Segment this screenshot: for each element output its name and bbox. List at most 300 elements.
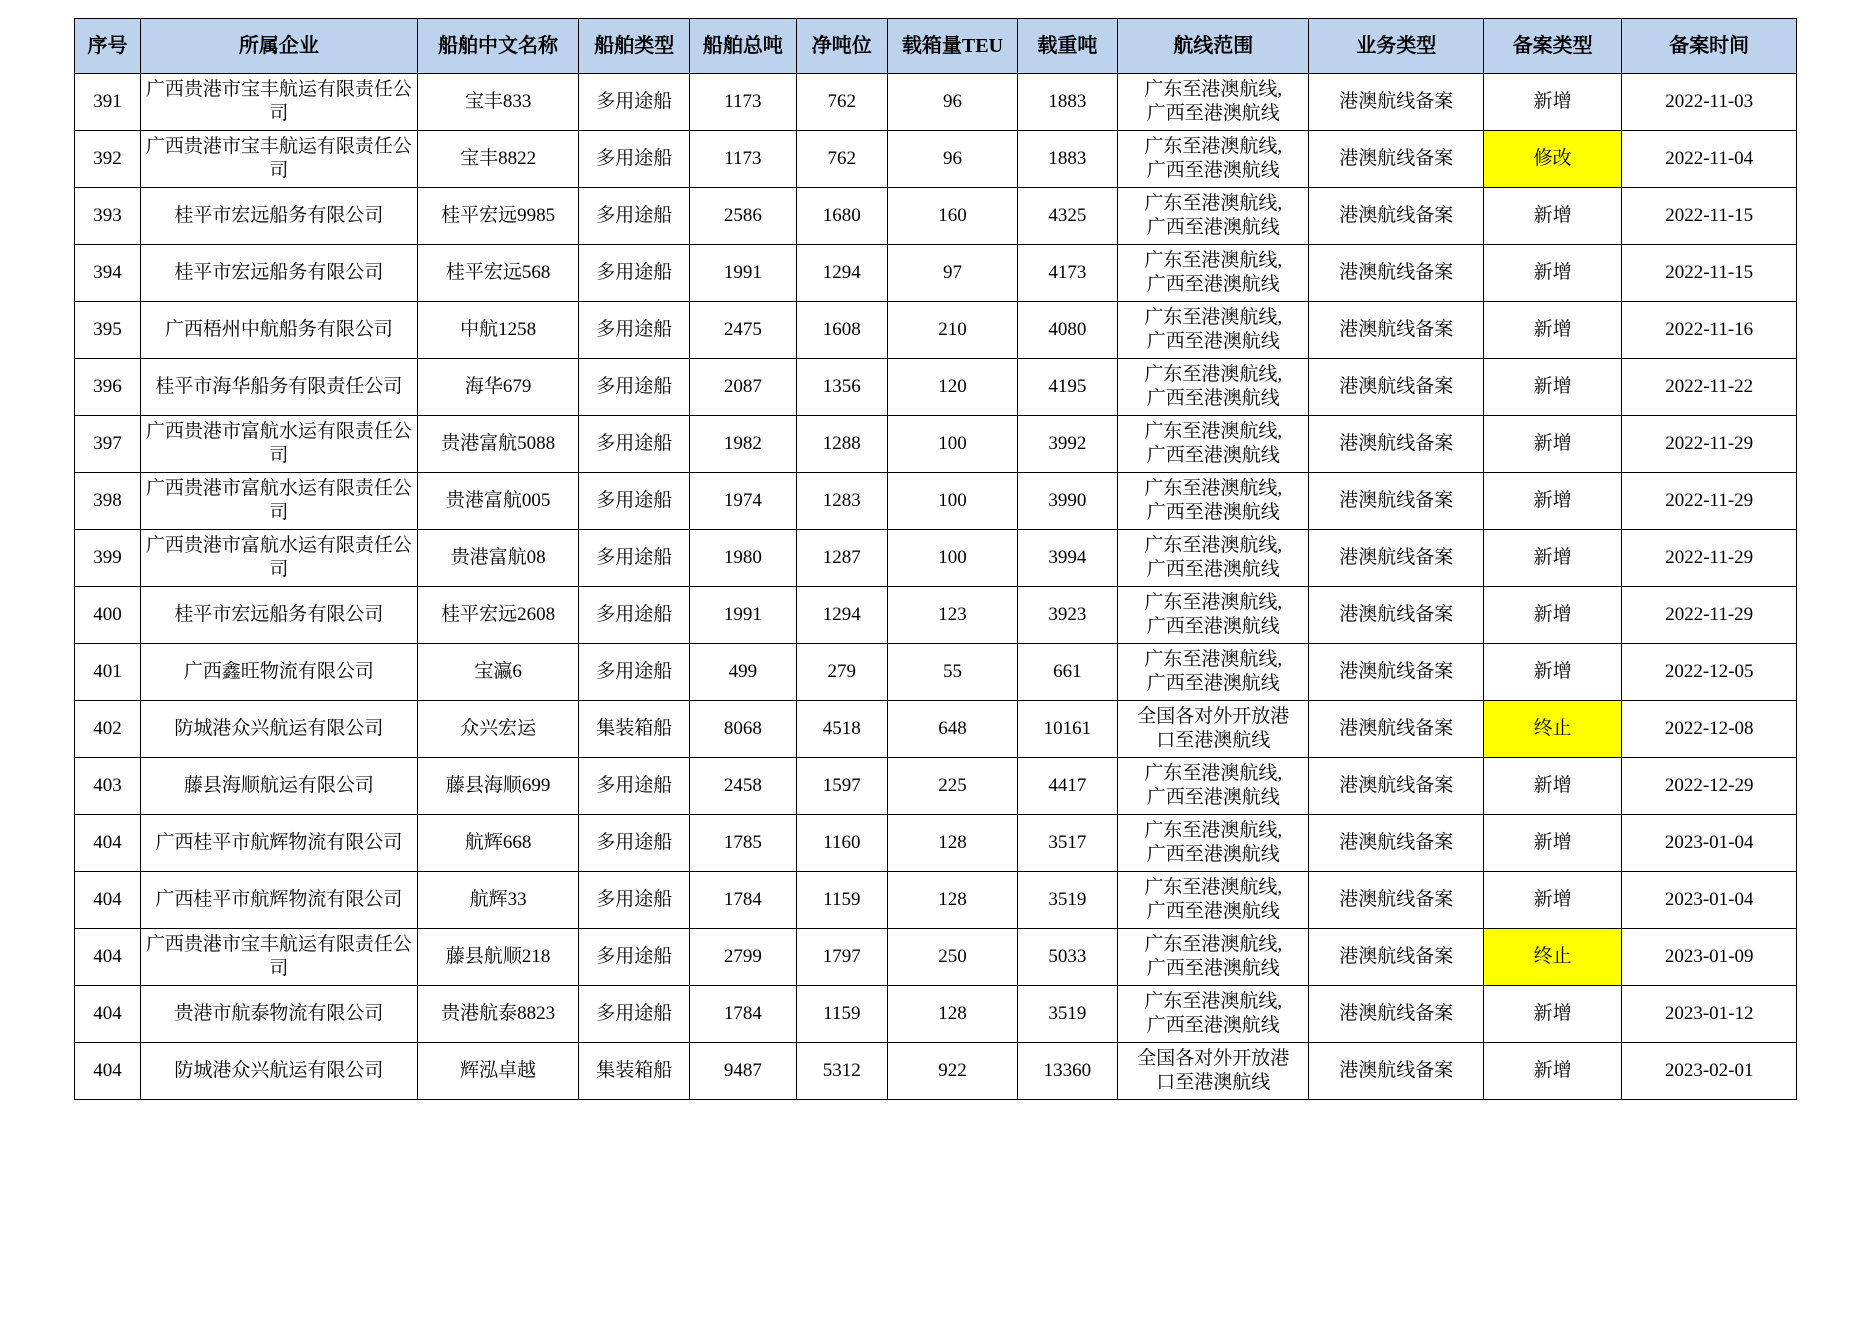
cell-ship-name: 藤县航顺218 bbox=[417, 929, 579, 986]
record-type-badge: 新增 bbox=[1533, 604, 1572, 626]
shipping-records-table bbox=[74, 18, 1797, 1100]
cell-route bbox=[1117, 1043, 1309, 1100]
cell-ship-name: 航辉33 bbox=[417, 872, 579, 929]
record-type-badge: 新增 bbox=[1533, 262, 1572, 284]
cell-deadweight: 4080 bbox=[1017, 302, 1117, 359]
cell-company: 广西贵港市宝丰航运有限责任公司 bbox=[140, 929, 417, 986]
cell-business-type: 港澳航线备案 bbox=[1309, 131, 1484, 188]
cell-teu: 128 bbox=[888, 815, 1018, 872]
route-line-2: 广西至港澳航线 bbox=[1146, 445, 1280, 466]
cell-record-date: 2023-01-09 bbox=[1622, 929, 1797, 986]
cell-deadweight: 4173 bbox=[1017, 245, 1117, 302]
cell-gross-tonnage: 1982 bbox=[690, 416, 796, 473]
cell-record-date: 2023-01-04 bbox=[1622, 872, 1797, 929]
cell-teu: 55 bbox=[888, 644, 1018, 701]
cell-route bbox=[1117, 701, 1309, 758]
record-type-badge: 新增 bbox=[1533, 889, 1572, 911]
cell-net-tonnage: 1159 bbox=[796, 986, 888, 1043]
route-line-1: 广东至港澳航线, bbox=[1144, 535, 1283, 557]
route-line-2: 广西至港澳航线 bbox=[1146, 388, 1280, 409]
cell-route bbox=[1117, 473, 1309, 530]
route-line-2: 广西至港澳航线 bbox=[1146, 673, 1280, 694]
cell-index: 400 bbox=[75, 587, 141, 644]
column-header-route: 航线范围 bbox=[1117, 19, 1309, 74]
cell-company: 广西桂平市航辉物流有限公司 bbox=[140, 815, 417, 872]
table-row bbox=[75, 644, 1797, 701]
record-type-badge: 终止 bbox=[1533, 946, 1572, 968]
cell-company: 桂平市海华船务有限责任公司 bbox=[140, 359, 417, 416]
column-header-ship-name: 船舶中文名称 bbox=[417, 19, 579, 74]
cell-record-date: 2022-11-15 bbox=[1622, 188, 1797, 245]
cell-teu: 100 bbox=[888, 473, 1018, 530]
cell-gross-tonnage: 2087 bbox=[690, 359, 796, 416]
cell-teu: 96 bbox=[888, 74, 1018, 131]
cell-ship-name: 贵港航泰8823 bbox=[417, 986, 579, 1043]
cell-record-type bbox=[1484, 701, 1622, 758]
column-header-gross-tonnage: 船舶总吨 bbox=[690, 19, 796, 74]
route-line-2: 广西至港澳航线 bbox=[1146, 616, 1280, 637]
cell-teu: 100 bbox=[888, 416, 1018, 473]
route-line-1: 广东至港澳航线, bbox=[1144, 79, 1283, 101]
column-header-deadweight: 载重吨 bbox=[1017, 19, 1117, 74]
cell-index: 395 bbox=[75, 302, 141, 359]
cell-teu: 97 bbox=[888, 245, 1018, 302]
record-type-badge: 新增 bbox=[1533, 547, 1572, 569]
cell-ship-name: 辉泓卓越 bbox=[417, 1043, 579, 1100]
cell-index: 404 bbox=[75, 1043, 141, 1100]
cell-net-tonnage: 1597 bbox=[796, 758, 888, 815]
cell-net-tonnage: 1797 bbox=[796, 929, 888, 986]
cell-route bbox=[1117, 530, 1309, 587]
record-type-badge: 新增 bbox=[1533, 775, 1572, 797]
table-row bbox=[75, 758, 1797, 815]
cell-index: 404 bbox=[75, 872, 141, 929]
cell-ship-name: 航辉668 bbox=[417, 815, 579, 872]
cell-index: 391 bbox=[75, 74, 141, 131]
cell-deadweight: 13360 bbox=[1017, 1043, 1117, 1100]
cell-route bbox=[1117, 416, 1309, 473]
route-line-1: 广东至港澳航线, bbox=[1144, 250, 1283, 272]
cell-route bbox=[1117, 929, 1309, 986]
route-line-2: 广西至港澳航线 bbox=[1146, 502, 1280, 523]
cell-ship-name: 桂平宏远2608 bbox=[417, 587, 579, 644]
cell-record-type bbox=[1484, 986, 1622, 1043]
cell-teu: 123 bbox=[888, 587, 1018, 644]
cell-ship-type: 多用途船 bbox=[579, 302, 690, 359]
table-row bbox=[75, 188, 1797, 245]
cell-ship-name: 桂平宏远568 bbox=[417, 245, 579, 302]
cell-deadweight: 3923 bbox=[1017, 587, 1117, 644]
route-line-2: 广西至港澳航线 bbox=[1146, 1015, 1280, 1036]
cell-index: 404 bbox=[75, 929, 141, 986]
cell-gross-tonnage: 1173 bbox=[690, 131, 796, 188]
cell-record-type bbox=[1484, 74, 1622, 131]
table-row bbox=[75, 416, 1797, 473]
table-body bbox=[75, 74, 1797, 1100]
column-header-teu: 载箱量TEU bbox=[888, 19, 1018, 74]
cell-net-tonnage: 762 bbox=[796, 74, 888, 131]
cell-record-date: 2022-11-29 bbox=[1622, 530, 1797, 587]
cell-company: 桂平市宏远船务有限公司 bbox=[140, 188, 417, 245]
route-line-1: 广东至港澳航线, bbox=[1144, 991, 1283, 1013]
route-line-1: 广东至港澳航线, bbox=[1144, 649, 1283, 671]
column-header-business-type: 业务类型 bbox=[1309, 19, 1484, 74]
cell-record-type bbox=[1484, 872, 1622, 929]
cell-ship-type: 多用途船 bbox=[579, 815, 690, 872]
column-header-index: 序号 bbox=[75, 19, 141, 74]
cell-business-type: 港澳航线备案 bbox=[1309, 359, 1484, 416]
route-line-2: 广西至港澳航线 bbox=[1146, 844, 1280, 865]
route-line-2: 广西至港澳航线 bbox=[1146, 160, 1280, 181]
table-row bbox=[75, 74, 1797, 131]
route-line-2: 广西至港澳航线 bbox=[1146, 274, 1280, 295]
record-type-badge: 新增 bbox=[1533, 1060, 1572, 1082]
record-type-badge: 新增 bbox=[1533, 490, 1572, 512]
route-line-2: 广西至港澳航线 bbox=[1146, 103, 1280, 124]
cell-record-date: 2023-01-12 bbox=[1622, 986, 1797, 1043]
cell-deadweight: 4325 bbox=[1017, 188, 1117, 245]
route-line-1: 广东至港澳航线, bbox=[1144, 763, 1283, 785]
cell-deadweight: 4195 bbox=[1017, 359, 1117, 416]
cell-record-type bbox=[1484, 416, 1622, 473]
column-header-ship-type: 船舶类型 bbox=[579, 19, 690, 74]
cell-index: 399 bbox=[75, 530, 141, 587]
cell-ship-type: 多用途船 bbox=[579, 872, 690, 929]
cell-ship-type: 多用途船 bbox=[579, 644, 690, 701]
cell-index: 402 bbox=[75, 701, 141, 758]
cell-gross-tonnage: 1173 bbox=[690, 74, 796, 131]
record-type-badge: 新增 bbox=[1533, 1003, 1572, 1025]
cell-ship-type: 多用途船 bbox=[579, 929, 690, 986]
cell-index: 394 bbox=[75, 245, 141, 302]
cell-record-date: 2022-11-04 bbox=[1622, 131, 1797, 188]
cell-net-tonnage: 1288 bbox=[796, 416, 888, 473]
record-type-badge: 新增 bbox=[1533, 661, 1572, 683]
cell-teu: 225 bbox=[888, 758, 1018, 815]
cell-net-tonnage: 5312 bbox=[796, 1043, 888, 1100]
cell-net-tonnage: 4518 bbox=[796, 701, 888, 758]
route-line-2: 广西至港澳航线 bbox=[1146, 559, 1280, 580]
cell-company: 桂平市宏远船务有限公司 bbox=[140, 245, 417, 302]
cell-deadweight: 1883 bbox=[1017, 74, 1117, 131]
cell-record-type bbox=[1484, 644, 1622, 701]
cell-business-type: 港澳航线备案 bbox=[1309, 644, 1484, 701]
table-row bbox=[75, 530, 1797, 587]
table-row bbox=[75, 473, 1797, 530]
cell-index: 404 bbox=[75, 815, 141, 872]
cell-record-date: 2023-02-01 bbox=[1622, 1043, 1797, 1100]
cell-gross-tonnage: 1991 bbox=[690, 245, 796, 302]
cell-gross-tonnage: 1784 bbox=[690, 986, 796, 1043]
cell-record-date: 2022-11-15 bbox=[1622, 245, 1797, 302]
cell-index: 403 bbox=[75, 758, 141, 815]
cell-teu: 648 bbox=[888, 701, 1018, 758]
cell-gross-tonnage: 1991 bbox=[690, 587, 796, 644]
cell-net-tonnage: 1287 bbox=[796, 530, 888, 587]
cell-net-tonnage: 1283 bbox=[796, 473, 888, 530]
cell-deadweight: 10161 bbox=[1017, 701, 1117, 758]
cell-gross-tonnage: 8068 bbox=[690, 701, 796, 758]
cell-ship-type: 多用途船 bbox=[579, 359, 690, 416]
record-type-badge: 新增 bbox=[1533, 205, 1572, 227]
table-row bbox=[75, 302, 1797, 359]
cell-gross-tonnage: 2799 bbox=[690, 929, 796, 986]
table-row bbox=[75, 701, 1797, 758]
cell-teu: 250 bbox=[888, 929, 1018, 986]
route-line-2: 广西至港澳航线 bbox=[1146, 958, 1280, 979]
cell-business-type: 港澳航线备案 bbox=[1309, 74, 1484, 131]
table-row bbox=[75, 359, 1797, 416]
table-row bbox=[75, 245, 1797, 302]
cell-ship-name: 中航1258 bbox=[417, 302, 579, 359]
cell-gross-tonnage: 1785 bbox=[690, 815, 796, 872]
cell-deadweight: 3992 bbox=[1017, 416, 1117, 473]
route-line-2: 广西至港澳航线 bbox=[1146, 331, 1280, 352]
cell-record-date: 2022-11-29 bbox=[1622, 587, 1797, 644]
cell-ship-name: 海华679 bbox=[417, 359, 579, 416]
record-type-badge: 新增 bbox=[1533, 433, 1572, 455]
cell-ship-type: 集装箱船 bbox=[579, 1043, 690, 1100]
cell-company: 广西贵港市宝丰航运有限责任公司 bbox=[140, 74, 417, 131]
cell-record-type bbox=[1484, 1043, 1622, 1100]
cell-ship-type: 多用途船 bbox=[579, 587, 690, 644]
column-header-net-tonnage: 净吨位 bbox=[796, 19, 888, 74]
route-line-2: 口至港澳航线 bbox=[1156, 730, 1271, 751]
cell-ship-type: 多用途船 bbox=[579, 188, 690, 245]
cell-deadweight: 3519 bbox=[1017, 872, 1117, 929]
cell-record-date: 2023-01-04 bbox=[1622, 815, 1797, 872]
cell-deadweight: 1883 bbox=[1017, 131, 1117, 188]
cell-net-tonnage: 1680 bbox=[796, 188, 888, 245]
cell-ship-name: 众兴宏运 bbox=[417, 701, 579, 758]
route-line-2: 广西至港澳航线 bbox=[1146, 787, 1280, 808]
route-line-1: 广东至港澳航线, bbox=[1144, 193, 1283, 215]
cell-business-type: 港澳航线备案 bbox=[1309, 815, 1484, 872]
cell-route bbox=[1117, 872, 1309, 929]
route-line-1: 广东至港澳航线, bbox=[1144, 877, 1283, 899]
route-line-2: 口至港澳航线 bbox=[1156, 1072, 1271, 1093]
cell-route bbox=[1117, 587, 1309, 644]
route-line-1: 广东至港澳航线, bbox=[1144, 136, 1283, 158]
cell-ship-name: 宝瀛6 bbox=[417, 644, 579, 701]
table-row bbox=[75, 872, 1797, 929]
cell-route bbox=[1117, 359, 1309, 416]
cell-record-type bbox=[1484, 245, 1622, 302]
cell-route bbox=[1117, 245, 1309, 302]
cell-index: 396 bbox=[75, 359, 141, 416]
cell-business-type: 港澳航线备案 bbox=[1309, 245, 1484, 302]
cell-business-type: 港澳航线备案 bbox=[1309, 1043, 1484, 1100]
route-line-1: 广东至港澳航线, bbox=[1144, 364, 1283, 386]
table-row bbox=[75, 1043, 1797, 1100]
cell-ship-type: 多用途船 bbox=[579, 530, 690, 587]
table-header-row bbox=[75, 19, 1797, 74]
cell-index: 397 bbox=[75, 416, 141, 473]
cell-net-tonnage: 1608 bbox=[796, 302, 888, 359]
cell-business-type: 港澳航线备案 bbox=[1309, 302, 1484, 359]
cell-teu: 128 bbox=[888, 986, 1018, 1043]
column-header-record-type: 备案类型 bbox=[1484, 19, 1622, 74]
cell-company: 广西梧州中航船务有限公司 bbox=[140, 302, 417, 359]
cell-deadweight: 5033 bbox=[1017, 929, 1117, 986]
cell-gross-tonnage: 2458 bbox=[690, 758, 796, 815]
route-line-2: 广西至港澳航线 bbox=[1146, 901, 1280, 922]
route-line-1: 广东至港澳航线, bbox=[1144, 478, 1283, 500]
cell-route bbox=[1117, 188, 1309, 245]
record-type-badge: 新增 bbox=[1533, 319, 1572, 341]
cell-ship-type: 多用途船 bbox=[579, 131, 690, 188]
cell-route bbox=[1117, 815, 1309, 872]
cell-record-type bbox=[1484, 188, 1622, 245]
column-header-company: 所属企业 bbox=[140, 19, 417, 74]
cell-ship-type: 集装箱船 bbox=[579, 701, 690, 758]
cell-ship-name: 桂平宏远9985 bbox=[417, 188, 579, 245]
cell-deadweight: 4417 bbox=[1017, 758, 1117, 815]
column-header-record-date: 备案时间 bbox=[1622, 19, 1797, 74]
route-line-1: 全国各对外开放港 bbox=[1137, 706, 1290, 728]
cell-teu: 922 bbox=[888, 1043, 1018, 1100]
cell-gross-tonnage: 1784 bbox=[690, 872, 796, 929]
cell-record-type bbox=[1484, 929, 1622, 986]
cell-company: 广西桂平市航辉物流有限公司 bbox=[140, 872, 417, 929]
cell-index: 398 bbox=[75, 473, 141, 530]
route-line-1: 广东至港澳航线, bbox=[1144, 421, 1283, 443]
record-type-badge: 终止 bbox=[1533, 718, 1572, 740]
table-row bbox=[75, 587, 1797, 644]
cell-gross-tonnage: 9487 bbox=[690, 1043, 796, 1100]
cell-ship-name: 贵港富航005 bbox=[417, 473, 579, 530]
cell-route bbox=[1117, 131, 1309, 188]
route-line-1: 广东至港澳航线, bbox=[1144, 307, 1283, 329]
cell-deadweight: 3994 bbox=[1017, 530, 1117, 587]
cell-record-type bbox=[1484, 587, 1622, 644]
cell-record-date: 2022-12-29 bbox=[1622, 758, 1797, 815]
route-line-1: 全国各对外开放港 bbox=[1137, 1048, 1290, 1070]
cell-deadweight: 661 bbox=[1017, 644, 1117, 701]
cell-route bbox=[1117, 758, 1309, 815]
cell-business-type: 港澳航线备案 bbox=[1309, 587, 1484, 644]
cell-record-type bbox=[1484, 302, 1622, 359]
record-type-badge: 新增 bbox=[1533, 91, 1572, 113]
cell-teu: 160 bbox=[888, 188, 1018, 245]
route-line-1: 广东至港澳航线, bbox=[1144, 592, 1283, 614]
cell-teu: 100 bbox=[888, 530, 1018, 587]
cell-net-tonnage: 1294 bbox=[796, 587, 888, 644]
cell-index: 392 bbox=[75, 131, 141, 188]
cell-gross-tonnage: 1980 bbox=[690, 530, 796, 587]
cell-company: 桂平市宏远船务有限公司 bbox=[140, 587, 417, 644]
cell-net-tonnage: 279 bbox=[796, 644, 888, 701]
cell-record-type bbox=[1484, 815, 1622, 872]
cell-company: 防城港众兴航运有限公司 bbox=[140, 701, 417, 758]
cell-ship-type: 多用途船 bbox=[579, 986, 690, 1043]
cell-ship-name: 藤县海顺699 bbox=[417, 758, 579, 815]
cell-ship-type: 多用途船 bbox=[579, 758, 690, 815]
cell-business-type: 港澳航线备案 bbox=[1309, 416, 1484, 473]
cell-net-tonnage: 1160 bbox=[796, 815, 888, 872]
cell-index: 404 bbox=[75, 986, 141, 1043]
cell-teu: 96 bbox=[888, 131, 1018, 188]
cell-ship-name: 宝丰8822 bbox=[417, 131, 579, 188]
cell-business-type: 港澳航线备案 bbox=[1309, 473, 1484, 530]
cell-gross-tonnage: 2586 bbox=[690, 188, 796, 245]
table-row bbox=[75, 815, 1797, 872]
cell-deadweight: 3990 bbox=[1017, 473, 1117, 530]
cell-record-date: 2022-12-08 bbox=[1622, 701, 1797, 758]
cell-index: 401 bbox=[75, 644, 141, 701]
cell-business-type: 港澳航线备案 bbox=[1309, 188, 1484, 245]
record-type-badge: 修改 bbox=[1533, 148, 1572, 170]
cell-business-type: 港澳航线备案 bbox=[1309, 986, 1484, 1043]
route-line-1: 广东至港澳航线, bbox=[1144, 934, 1283, 956]
cell-record-date: 2022-11-22 bbox=[1622, 359, 1797, 416]
cell-company: 藤县海顺航运有限公司 bbox=[140, 758, 417, 815]
cell-net-tonnage: 762 bbox=[796, 131, 888, 188]
cell-ship-type: 多用途船 bbox=[579, 416, 690, 473]
cell-ship-type: 多用途船 bbox=[579, 473, 690, 530]
cell-index: 393 bbox=[75, 188, 141, 245]
cell-record-type bbox=[1484, 359, 1622, 416]
cell-route bbox=[1117, 302, 1309, 359]
cell-company: 广西贵港市宝丰航运有限责任公司 bbox=[140, 131, 417, 188]
route-line-2: 广西至港澳航线 bbox=[1146, 217, 1280, 238]
cell-record-date: 2022-12-05 bbox=[1622, 644, 1797, 701]
table-row bbox=[75, 131, 1797, 188]
cell-net-tonnage: 1159 bbox=[796, 872, 888, 929]
cell-net-tonnage: 1294 bbox=[796, 245, 888, 302]
cell-company: 防城港众兴航运有限公司 bbox=[140, 1043, 417, 1100]
cell-teu: 120 bbox=[888, 359, 1018, 416]
cell-record-date: 2022-11-29 bbox=[1622, 416, 1797, 473]
cell-company: 广西鑫旺物流有限公司 bbox=[140, 644, 417, 701]
cell-record-date: 2022-11-29 bbox=[1622, 473, 1797, 530]
cell-gross-tonnage: 2475 bbox=[690, 302, 796, 359]
cell-ship-name: 贵港富航5088 bbox=[417, 416, 579, 473]
cell-deadweight: 3519 bbox=[1017, 986, 1117, 1043]
cell-business-type: 港澳航线备案 bbox=[1309, 701, 1484, 758]
cell-teu: 128 bbox=[888, 872, 1018, 929]
cell-company: 贵港市航泰物流有限公司 bbox=[140, 986, 417, 1043]
cell-company: 广西贵港市富航水运有限责任公司 bbox=[140, 473, 417, 530]
cell-business-type: 港澳航线备案 bbox=[1309, 929, 1484, 986]
cell-record-type bbox=[1484, 530, 1622, 587]
cell-ship-name: 贵港富航08 bbox=[417, 530, 579, 587]
cell-record-type bbox=[1484, 473, 1622, 530]
cell-business-type: 港澳航线备案 bbox=[1309, 530, 1484, 587]
cell-record-type bbox=[1484, 758, 1622, 815]
cell-gross-tonnage: 499 bbox=[690, 644, 796, 701]
cell-business-type: 港澳航线备案 bbox=[1309, 758, 1484, 815]
route-line-1: 广东至港澳航线, bbox=[1144, 820, 1283, 842]
cell-gross-tonnage: 1974 bbox=[690, 473, 796, 530]
record-type-badge: 新增 bbox=[1533, 376, 1572, 398]
table-row bbox=[75, 986, 1797, 1043]
cell-ship-type: 多用途船 bbox=[579, 245, 690, 302]
cell-route bbox=[1117, 986, 1309, 1043]
cell-ship-name: 宝丰833 bbox=[417, 74, 579, 131]
cell-record-date: 2022-11-03 bbox=[1622, 74, 1797, 131]
cell-teu: 210 bbox=[888, 302, 1018, 359]
cell-deadweight: 3517 bbox=[1017, 815, 1117, 872]
cell-net-tonnage: 1356 bbox=[796, 359, 888, 416]
cell-record-type bbox=[1484, 131, 1622, 188]
cell-record-date: 2022-11-16 bbox=[1622, 302, 1797, 359]
cell-company: 广西贵港市富航水运有限责任公司 bbox=[140, 416, 417, 473]
table-row bbox=[75, 929, 1797, 986]
cell-ship-type: 多用途船 bbox=[579, 74, 690, 131]
cell-route bbox=[1117, 644, 1309, 701]
record-type-badge: 新增 bbox=[1533, 832, 1572, 854]
